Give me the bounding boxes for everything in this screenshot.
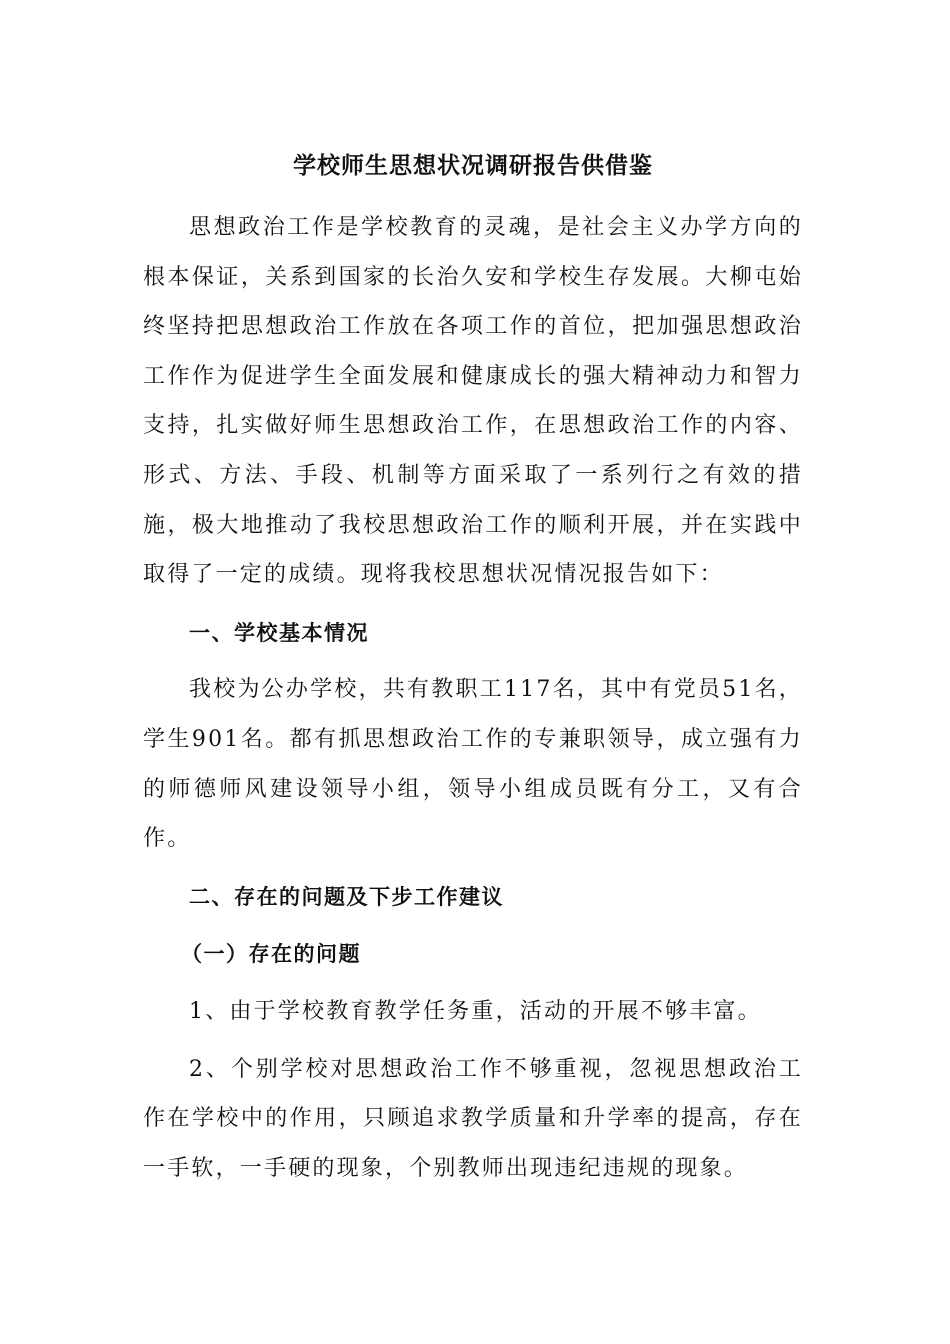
section-1-paragraph: 我校为公办学校，共有教职工117名，其中有党员51名，学生901名。都有抓思想政治工作的专兼职领导，成立强有力的师德师风建设领导小组，领导小组成员既有分工，又有合作。 bbox=[143, 677, 803, 852]
intro-paragraph: 思想政治工作是学校教育的灵魂，是社会主义办学方向的根本保证，关系到国家的长治久安和学校生存发展。大柳屯始终坚持把思想政治工作放在各项工作的首位，把加强思想政治工作作为促进学生全面发展和健康成长的强大精神动力和智力支持，扎实做好师生思想政治工作，在思想政治工作的内容、形式、方法、手段、机制等方面采取了一系列行之有效的措施，极大地推动了我校思想政治工作的顺利开展，并在实践中取得了一定的成绩。现将我校思想状况情况报告如下： bbox=[143, 215, 803, 588]
document-title: 学校师生思想状况调研报告供借鉴 bbox=[293, 152, 653, 179]
section-1-heading: 一、学校基本情况 bbox=[189, 619, 369, 645]
section-2-heading: 二、存在的问题及下步工作建议 bbox=[189, 883, 504, 909]
problem-item-1: 1、由于学校教育教学任务重，活动的开展不够丰富。 bbox=[189, 998, 762, 1024]
section-2-subheading-1: （一）存在的问题 bbox=[181, 941, 361, 967]
problem-item-2: 2、个别学校对思想政治工作不够重视，忽视思想政治工作在学校中的作用，只顾追求教学质量和升学率的提高，存在一手软，一手硬的现象，个别教师出现违纪违规的现象。 bbox=[143, 1056, 803, 1181]
document-body bbox=[143, 150, 803, 1193]
